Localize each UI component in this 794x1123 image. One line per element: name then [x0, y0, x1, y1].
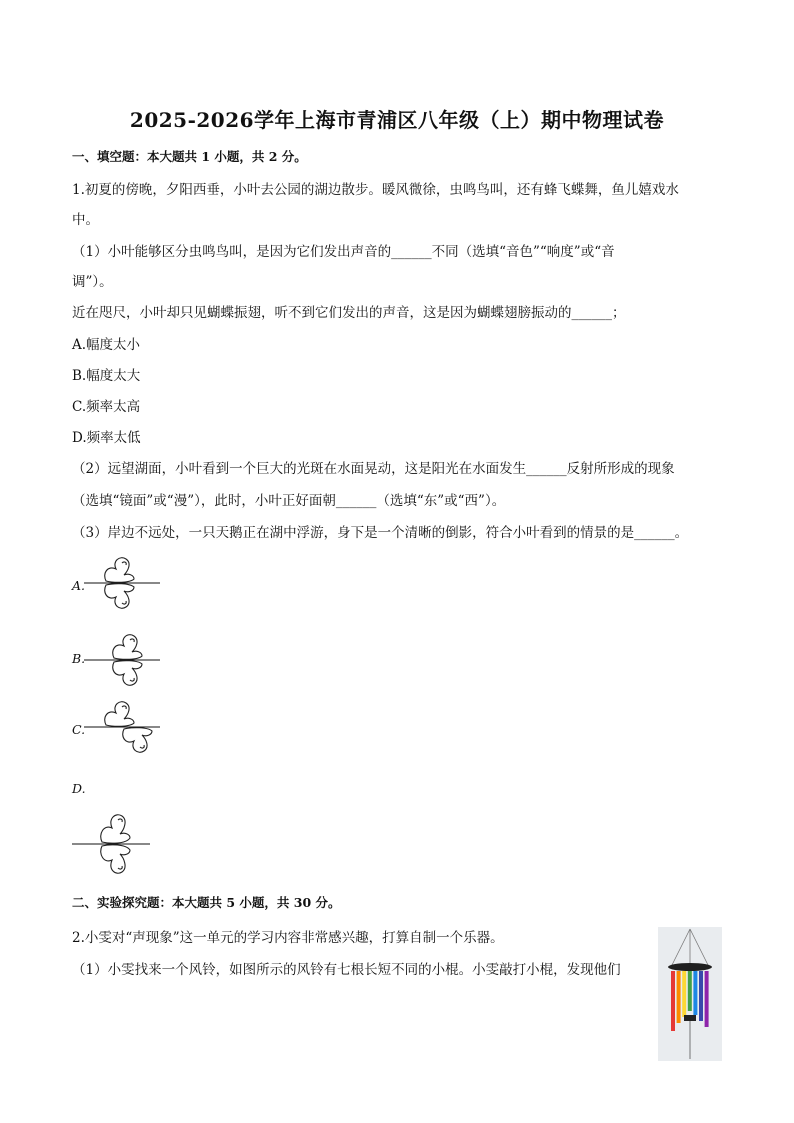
q1-part3: （3）岸边不远处，一只天鹅正在湖中浮游，身下是一个清晰的倒影，符合小叶看到的情景的是______。 — [72, 525, 689, 541]
image-option-a-label: A. — [72, 578, 86, 593]
page-title: 2025-2026学年上海市青浦区八年级（上）期中物理试卷 — [129, 108, 665, 132]
swan-image-option-b — [84, 628, 164, 690]
chime-rod — [688, 971, 692, 1011]
q1-option-d: D.频率太低 — [72, 430, 141, 446]
q1-part1-line3: 近在咫尺，小叶却只见蝴蝶振翅，听不到它们发出的声音，这是因为蝴蝶翅膀振动的______； — [72, 305, 626, 321]
chime-rod — [699, 971, 703, 1021]
section-heading-fill-blank: 一、填空题：本大题共 1 小题，共 2 分。 — [72, 149, 307, 164]
image-option-d-label: D. — [72, 781, 86, 796]
q1-intro-line2: 中。 — [72, 212, 99, 228]
q1-option-b: B.幅度太大 — [72, 368, 141, 384]
image-option-c-label: C. — [72, 722, 86, 737]
q2-intro: 2.小雯对“声现象”这一单元的学习内容非常感兴趣，打算自制一个乐器。 — [72, 930, 504, 946]
q1-part1-line1: （1）小叶能够区分虫鸣鸟叫，是因为它们发出声音的______不同（选填“音色”“响度”或“音 — [72, 244, 615, 260]
q1-part2-line2: （选填“镜面”或“漫”），此时，小叶正好面朝______（选填“东”或“西”）。 — [72, 493, 506, 509]
q1-option-c: C.频率太高 — [72, 399, 141, 415]
chime-rod — [682, 971, 686, 1017]
swan-image-option-d — [72, 808, 162, 878]
section-heading-experiment: 二、实验探究题：本大题共 5 小题，共 30 分。 — [72, 895, 341, 910]
chime-rod — [671, 971, 675, 1031]
q1-part2-line1: （2）远望湖面，小叶看到一个巨大的光斑在水面晃动，这是阳光在水面发生______反射所形成的现象 — [72, 461, 675, 477]
chime-rod — [693, 971, 697, 1015]
wind-chime-image — [658, 927, 722, 1061]
q1-option-a: A.幅度太小 — [72, 337, 141, 353]
swan-image-option-a — [84, 553, 164, 617]
q1-part1-line2: 调”）。 — [72, 274, 113, 290]
image-option-b-label: B. — [72, 651, 86, 666]
chime-rod — [705, 971, 709, 1027]
chime-rod — [677, 971, 681, 1023]
q2-part1: （1）小雯找来一个风铃，如图所示的风铃有七根长短不同的小棍。小雯敲打小棍，发现他们 — [72, 962, 621, 978]
swan-image-option-c — [84, 697, 164, 759]
q1-intro-line1: 1.初夏的傍晚，夕阳西垂，小叶去公园的湖边散步。暖风微徐，虫鸣鸟叫，还有蜂飞蝶舞，鱼儿嬉戏水 — [72, 182, 679, 198]
